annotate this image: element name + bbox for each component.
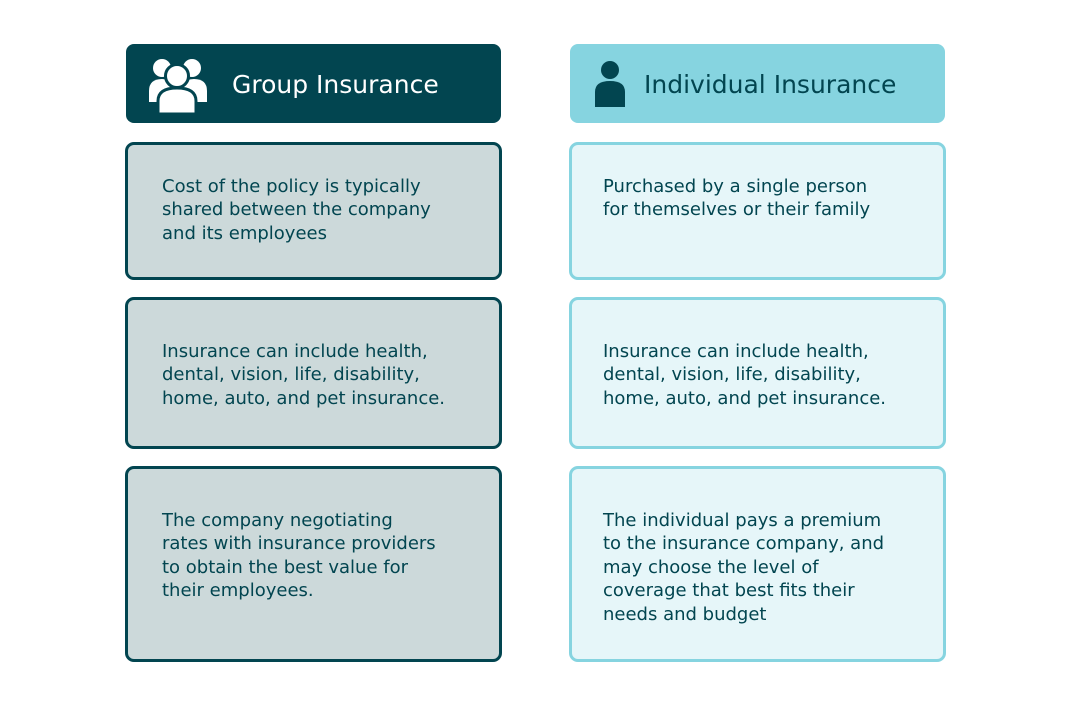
individual-card-text: Insurance can include health, dental, vision, life, disability, home, auto, and pet insurance.	[603, 341, 887, 409]
individual-insurance-title: Individual Insurance	[644, 70, 897, 99]
people-group-icon	[148, 55, 208, 119]
group-card-coverage	[125, 297, 502, 449]
individual-card-purchaser	[569, 142, 946, 280]
individual-card-coverage	[569, 297, 946, 449]
group-card-text: Cost of the policy is typically shared between the company and its employees	[162, 176, 431, 244]
group-card-text: The company negotiating rates with insurance providers to obtain the best value for their employees.	[162, 510, 436, 602]
group-insurance-header	[126, 44, 501, 123]
individual-insurance-header	[570, 44, 945, 123]
group-insurance-title: Group Insurance	[232, 70, 439, 99]
group-card-rates	[125, 466, 502, 662]
individual-card-text: Purchased by a single person for themselves or their family	[603, 176, 871, 221]
group-card-text: Insurance can include health, dental, vision, life, disability, home, auto, and pet insurance.	[162, 341, 446, 409]
group-card-cost	[125, 142, 502, 280]
individual-card-premium	[569, 466, 946, 662]
individual-card-text: The individual pays a premium to the insurance company, and may choose the level of coverage that best fits their needs and budget	[603, 510, 885, 625]
person-icon	[593, 60, 627, 112]
